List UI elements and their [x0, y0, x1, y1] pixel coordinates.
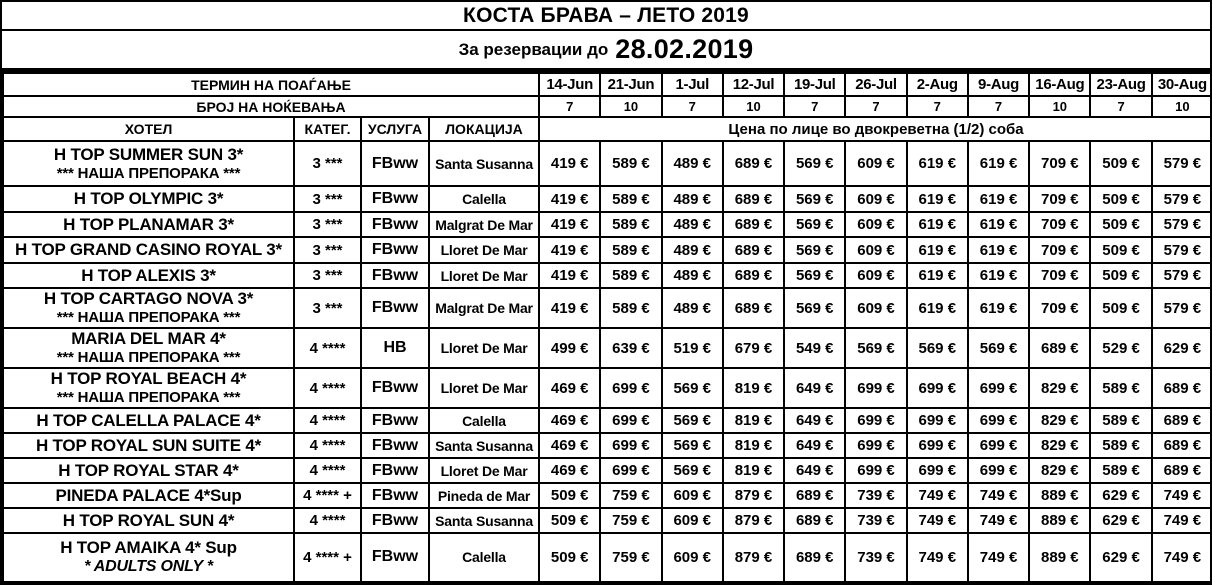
price-cell: 689 €	[1152, 433, 1212, 458]
price-cell: 619 €	[907, 141, 968, 186]
price-cell: 509 €	[1090, 141, 1151, 186]
price-table	[2, 72, 1212, 585]
price-cell: 879 €	[723, 533, 784, 583]
price-cell: 749 €	[968, 508, 1029, 533]
price-cell: 759 €	[600, 483, 661, 508]
price-cell: 609 €	[845, 141, 906, 186]
price-cell: 509 €	[1090, 186, 1151, 212]
price-cell: 419 €	[539, 237, 600, 263]
hotel-row	[3, 141, 1212, 186]
category-cell: 3 ***	[294, 263, 361, 288]
price-cell: 489 €	[662, 186, 723, 212]
price-cell: 619 €	[907, 288, 968, 328]
price-cell: 759 €	[600, 508, 661, 533]
price-cell: 619 €	[968, 212, 1029, 237]
departure-date-cell: 2-Aug	[907, 73, 968, 96]
price-cell: 629 €	[1090, 533, 1151, 583]
price-cell: 569 €	[662, 433, 723, 458]
price-cell: 619 €	[968, 288, 1029, 328]
hotel-cell	[3, 433, 294, 458]
price-cell: 509 €	[1090, 212, 1151, 237]
price-cell: 699 €	[907, 433, 968, 458]
hotel-name: H TOP SUMMER SUN 3*	[53, 144, 244, 164]
location-cell: Lloret De Mar	[429, 263, 539, 288]
hotel-cell	[3, 458, 294, 483]
price-cell: 569 €	[907, 328, 968, 368]
price-cell: 689 €	[784, 483, 845, 508]
price-cell: 829 €	[1029, 458, 1090, 483]
price-cell: 689 €	[784, 533, 845, 583]
price-cell: 609 €	[845, 263, 906, 288]
hotel-note: *** НАША ПРЕПОРАКА ***	[56, 389, 241, 406]
hotel-cell	[3, 141, 294, 186]
hotel-name: H TOP ROYAL BEACH 4*	[50, 369, 247, 388]
departure-date-cell: 14-Jun	[539, 73, 600, 96]
price-cell: 569 €	[662, 408, 723, 433]
location-cell: Malgrat De Mar	[429, 212, 539, 237]
price-cell: 489 €	[662, 288, 723, 328]
price-cell: 829 €	[1029, 433, 1090, 458]
price-cell: 529 €	[1090, 328, 1151, 368]
hotel-cell	[3, 483, 294, 508]
hotel-cell	[3, 288, 294, 328]
price-cell: 689 €	[723, 141, 784, 186]
price-cell: 419 €	[539, 288, 600, 328]
price-cell: 569 €	[968, 328, 1029, 368]
departure-date-cell: 12-Jul	[723, 73, 784, 96]
booking-deadline-label: За резервации до	[458, 39, 609, 59]
price-cell: 749 €	[1152, 483, 1212, 508]
price-cell: 619 €	[907, 263, 968, 288]
category-cell: 4 ****	[294, 508, 361, 533]
hotel-row	[3, 368, 1212, 408]
hotel-note: *** НАША ПРЕПОРАКА ***	[56, 309, 241, 326]
price-cell: 699 €	[845, 408, 906, 433]
price-cell: 419 €	[539, 186, 600, 212]
price-cell: 569 €	[784, 237, 845, 263]
table-header	[3, 73, 1212, 141]
category-cell: 4 ****	[294, 368, 361, 408]
price-cell: 749 €	[907, 533, 968, 583]
nights-count-cell: 10	[1152, 96, 1212, 117]
price-cell: 889 €	[1029, 533, 1090, 583]
price-cell: 489 €	[662, 212, 723, 237]
nights-count-cell: 7	[539, 96, 600, 117]
price-cell: 819 €	[723, 458, 784, 483]
price-cell: 579 €	[1152, 141, 1212, 186]
service-cell: FBww	[361, 288, 429, 328]
price-cell: 629 €	[1090, 483, 1151, 508]
price-cell: 749 €	[968, 533, 1029, 583]
hotel-cell	[3, 237, 294, 263]
price-cell: 649 €	[784, 368, 845, 408]
price-cell: 709 €	[1029, 212, 1090, 237]
price-cell: 689 €	[723, 288, 784, 328]
location-column-header: ЛОКАЦИЈА	[429, 117, 539, 141]
price-cell: 699 €	[907, 408, 968, 433]
price-cell: 699 €	[600, 408, 661, 433]
service-cell: FBww	[361, 508, 429, 533]
nights-row	[3, 96, 1212, 117]
price-cell: 579 €	[1152, 186, 1212, 212]
price-cell: 629 €	[1152, 328, 1212, 368]
price-cell: 569 €	[784, 288, 845, 328]
price-cell: 519 €	[662, 328, 723, 368]
category-cell: 3 ***	[294, 212, 361, 237]
hotel-row	[3, 508, 1212, 533]
price-cell: 709 €	[1029, 237, 1090, 263]
hotel-name: H TOP CALELLA PALACE 4*	[36, 410, 261, 430]
price-cell: 569 €	[784, 263, 845, 288]
location-cell: Santa Susanna	[429, 141, 539, 186]
hotel-cell	[3, 212, 294, 237]
price-cell: 649 €	[784, 433, 845, 458]
hotel-row	[3, 212, 1212, 237]
price-cell: 509 €	[539, 483, 600, 508]
price-cell: 589 €	[600, 186, 661, 212]
price-cell: 879 €	[723, 508, 784, 533]
price-cell: 699 €	[845, 433, 906, 458]
price-cell: 509 €	[1090, 288, 1151, 328]
price-cell: 709 €	[1029, 141, 1090, 186]
nights-label: БРОЈ НА НОЌЕВАЊА	[3, 96, 539, 117]
location-cell: Lloret De Mar	[429, 237, 539, 263]
hotel-cell	[3, 328, 294, 368]
hotel-row	[3, 458, 1212, 483]
price-cell: 589 €	[600, 237, 661, 263]
price-cell: 709 €	[1029, 263, 1090, 288]
price-cell: 689 €	[723, 186, 784, 212]
price-cell: 699 €	[968, 458, 1029, 483]
price-cell: 569 €	[784, 186, 845, 212]
service-cell: FBww	[361, 141, 429, 186]
hotel-name: H TOP OLYMPIC 3*	[73, 189, 224, 208]
location-cell: Calella	[429, 533, 539, 583]
location-cell: Calella	[429, 408, 539, 433]
price-cell: 509 €	[1090, 263, 1151, 288]
hotel-name: H TOP ROYAL SUN 4*	[62, 510, 235, 530]
price-cell: 469 €	[539, 433, 600, 458]
hotel-name: H TOP PLANAMAR 3*	[63, 214, 234, 234]
category-cell: 3 ***	[294, 141, 361, 186]
service-cell: FBww	[361, 368, 429, 408]
price-cell: 569 €	[784, 212, 845, 237]
price-cell: 699 €	[845, 458, 906, 483]
price-cell: 609 €	[845, 288, 906, 328]
departure-date-cell: 30-Aug	[1152, 73, 1212, 96]
hotel-cell	[3, 368, 294, 408]
hotel-row	[3, 237, 1212, 263]
price-cell: 689 €	[1152, 408, 1212, 433]
price-cell: 689 €	[723, 237, 784, 263]
price-cell: 699 €	[907, 458, 968, 483]
nights-count-cell: 7	[968, 96, 1029, 117]
nights-count-cell: 7	[845, 96, 906, 117]
price-cell: 619 €	[968, 263, 1029, 288]
price-cell: 589 €	[1090, 408, 1151, 433]
location-cell: Calella	[429, 186, 539, 212]
price-cell: 489 €	[662, 237, 723, 263]
price-cell: 759 €	[600, 533, 661, 583]
price-cell: 699 €	[600, 368, 661, 408]
hotel-row	[3, 288, 1212, 328]
price-cell: 609 €	[845, 186, 906, 212]
service-cell: FBww	[361, 212, 429, 237]
price-cell: 569 €	[784, 141, 845, 186]
service-cell: FBww	[361, 533, 429, 583]
price-cell: 689 €	[784, 508, 845, 533]
hotel-row	[3, 263, 1212, 288]
price-cell: 419 €	[539, 212, 600, 237]
service-cell: FBww	[361, 408, 429, 433]
hotel-cell	[3, 186, 294, 212]
nights-count-cell: 7	[907, 96, 968, 117]
price-cell: 419 €	[539, 141, 600, 186]
price-cell: 589 €	[600, 288, 661, 328]
price-cell: 689 €	[723, 263, 784, 288]
price-cell: 609 €	[845, 212, 906, 237]
hotel-row	[3, 483, 1212, 508]
term-label: ТЕРМИН НА ПОАЃАЊЕ	[3, 73, 539, 96]
location-cell: Pineda de Mar	[429, 483, 539, 508]
price-cell: 489 €	[662, 263, 723, 288]
price-cell: 569 €	[662, 368, 723, 408]
hotel-row	[3, 186, 1212, 212]
departure-date-cell: 21-Jun	[600, 73, 661, 96]
category-cell: 3 ***	[294, 186, 361, 212]
hotel-name: H TOP AMAIKA 4* Sup	[60, 538, 237, 558]
price-cell: 639 €	[600, 328, 661, 368]
hotel-column-header: ХОТЕЛ	[3, 117, 294, 141]
service-cell: FBww	[361, 458, 429, 483]
price-cell: 709 €	[1029, 186, 1090, 212]
hotel-name: H TOP ALEXIS 3*	[81, 265, 216, 285]
price-cell: 589 €	[1090, 433, 1151, 458]
price-cell: 749 €	[968, 483, 1029, 508]
service-cell: FBww	[361, 263, 429, 288]
price-cell: 689 €	[1152, 368, 1212, 408]
price-per-person-header: Цена по лице во двокреветна (1/2) соба	[539, 117, 1212, 141]
price-cell: 679 €	[723, 328, 784, 368]
category-cell: 4 ****	[294, 433, 361, 458]
price-cell: 749 €	[907, 508, 968, 533]
price-cell: 609 €	[662, 508, 723, 533]
price-cell: 419 €	[539, 263, 600, 288]
price-cell: 609 €	[662, 483, 723, 508]
location-cell: Lloret De Mar	[429, 328, 539, 368]
price-cell: 489 €	[662, 141, 723, 186]
departure-date-cell: 1-Jul	[662, 73, 723, 96]
category-column-header: КАТЕГ.	[294, 117, 361, 141]
price-cell: 469 €	[539, 408, 600, 433]
hotel-name: H TOP GRAND CASINO ROYAL 3*	[15, 240, 282, 259]
price-cell: 699 €	[968, 408, 1029, 433]
hotel-name: MARIA DEL MAR 4*	[71, 329, 226, 348]
price-cell: 499 €	[539, 328, 600, 368]
departure-date-cell: 9-Aug	[968, 73, 1029, 96]
category-cell: 4 **** +	[294, 483, 361, 508]
price-cell: 509 €	[539, 533, 600, 583]
service-cell: FBww	[361, 186, 429, 212]
price-cell: 619 €	[907, 237, 968, 263]
category-cell: 4 ****	[294, 408, 361, 433]
category-cell: 4 ****	[294, 458, 361, 483]
price-cell: 879 €	[723, 483, 784, 508]
price-cell: 699 €	[968, 368, 1029, 408]
nights-count-cell: 7	[1090, 96, 1151, 117]
service-column-header: УСЛУГА	[361, 117, 429, 141]
nights-count-cell: 10	[1029, 96, 1090, 117]
price-cell: 699 €	[968, 433, 1029, 458]
hotel-note: *** НАША ПРЕПОРАКА ***	[56, 164, 241, 182]
price-cell: 569 €	[845, 328, 906, 368]
price-cell: 699 €	[600, 433, 661, 458]
hotel-cell	[3, 508, 294, 533]
nights-count-cell: 7	[784, 96, 845, 117]
location-cell: Lloret De Mar	[429, 368, 539, 408]
category-cell: 3 ***	[294, 288, 361, 328]
price-cell: 739 €	[845, 508, 906, 533]
price-cell: 649 €	[784, 458, 845, 483]
price-cell: 609 €	[845, 237, 906, 263]
category-cell: 4 **** +	[294, 533, 361, 583]
price-cell: 589 €	[600, 212, 661, 237]
price-cell: 619 €	[907, 212, 968, 237]
hotel-cell	[3, 263, 294, 288]
price-cell: 649 €	[784, 408, 845, 433]
price-cell: 749 €	[1152, 533, 1212, 583]
price-cell: 469 €	[539, 368, 600, 408]
price-cell: 689 €	[723, 212, 784, 237]
price-cell: 579 €	[1152, 237, 1212, 263]
hotel-row	[3, 328, 1212, 368]
location-cell: Santa Susanna	[429, 508, 539, 533]
departure-date-cell: 23-Aug	[1090, 73, 1151, 96]
hotel-row	[3, 533, 1212, 583]
price-cell: 619 €	[968, 186, 1029, 212]
hotel-row	[3, 433, 1212, 458]
price-cell: 509 €	[539, 508, 600, 533]
price-cell: 579 €	[1152, 288, 1212, 328]
service-cell: HB	[361, 328, 429, 368]
price-cell: 739 €	[845, 533, 906, 583]
price-cell: 829 €	[1029, 408, 1090, 433]
departure-date-cell: 19-Jul	[784, 73, 845, 96]
price-cell: 469 €	[539, 458, 600, 483]
hotel-cell	[3, 533, 294, 583]
service-cell: FBww	[361, 483, 429, 508]
price-cell: 619 €	[907, 186, 968, 212]
hotel-note: *** НАША ПРЕПОРАКА ***	[56, 349, 241, 366]
nights-count-cell: 10	[723, 96, 784, 117]
price-cell: 589 €	[600, 141, 661, 186]
hotel-name: H TOP CARTAGO NOVA 3*	[43, 289, 254, 308]
category-cell: 3 ***	[294, 237, 361, 263]
price-cell: 829 €	[1029, 368, 1090, 408]
hotel-name: H TOP ROYAL STAR 4*	[58, 460, 239, 480]
hotel-name: H TOP ROYAL SUN SUITE 4*	[35, 435, 262, 455]
price-cell: 699 €	[907, 368, 968, 408]
price-cell: 629 €	[1090, 508, 1151, 533]
price-cell: 819 €	[723, 368, 784, 408]
price-cell: 509 €	[1090, 237, 1151, 263]
service-cell: FBww	[361, 433, 429, 458]
page-title: КОСТА БРАВА – ЛЕТО 2019	[2, 2, 1210, 31]
price-cell: 689 €	[1152, 458, 1212, 483]
price-cell: 619 €	[968, 141, 1029, 186]
category-cell: 4 ****	[294, 328, 361, 368]
price-cell: 579 €	[1152, 212, 1212, 237]
price-cell: 569 €	[662, 458, 723, 483]
price-cell: 819 €	[723, 408, 784, 433]
price-cell: 819 €	[723, 433, 784, 458]
service-cell: FBww	[361, 237, 429, 263]
location-cell: Malgrat De Mar	[429, 288, 539, 328]
location-cell: Santa Susanna	[429, 433, 539, 458]
price-cell: 589 €	[600, 263, 661, 288]
booking-deadline-date: 28.02.2019	[615, 34, 754, 64]
departure-date-cell: 26-Jul	[845, 73, 906, 96]
booking-deadline-row	[2, 31, 1210, 72]
departure-date-cell: 16-Aug	[1029, 73, 1090, 96]
column-headers-row	[3, 117, 1212, 141]
price-cell: 749 €	[1152, 508, 1212, 533]
price-cell: 709 €	[1029, 288, 1090, 328]
price-cell: 589 €	[1090, 458, 1151, 483]
hotel-rows-body	[3, 141, 1212, 583]
price-cell: 549 €	[784, 328, 845, 368]
hotel-cell	[3, 408, 294, 433]
price-cell: 589 €	[1090, 368, 1151, 408]
price-cell: 889 €	[1029, 483, 1090, 508]
nights-count-cell: 7	[662, 96, 723, 117]
price-cell: 749 €	[907, 483, 968, 508]
hotel-row	[3, 408, 1212, 433]
price-cell: 889 €	[1029, 508, 1090, 533]
price-cell: 619 €	[968, 237, 1029, 263]
nights-count-cell: 10	[600, 96, 661, 117]
price-cell: 699 €	[845, 368, 906, 408]
price-cell: 699 €	[600, 458, 661, 483]
location-cell: Lloret De Mar	[429, 458, 539, 483]
price-cell: 739 €	[845, 483, 906, 508]
price-cell: 689 €	[1029, 328, 1090, 368]
departure-dates-row	[3, 73, 1212, 96]
hotel-note: * ADULTS ONLY *	[84, 558, 213, 576]
price-cell: 579 €	[1152, 263, 1212, 288]
price-cell: 609 €	[662, 533, 723, 583]
hotel-name: PINEDA PALACE 4*Sup	[55, 485, 242, 505]
